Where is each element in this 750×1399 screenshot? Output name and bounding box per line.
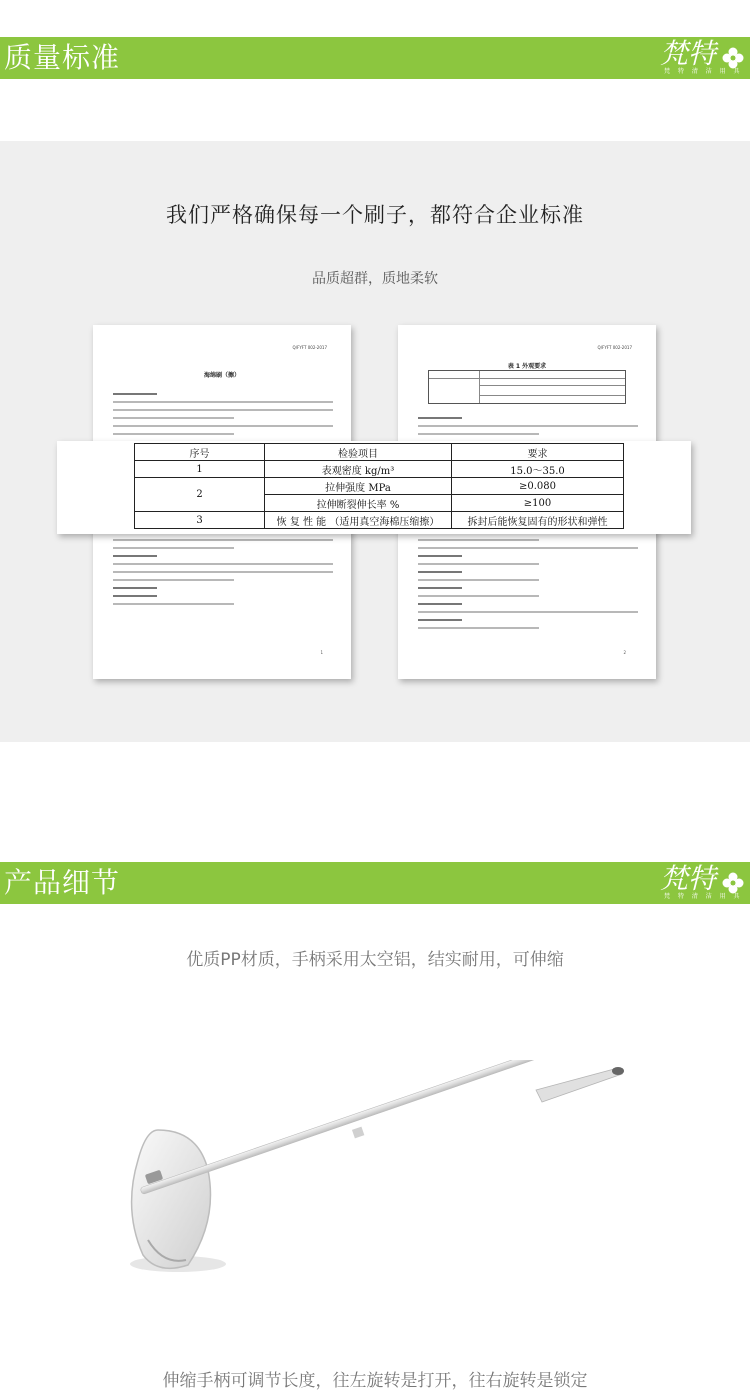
table-row bbox=[135, 512, 624, 529]
doc-text-block bbox=[418, 539, 638, 635]
cell-no: 2 bbox=[135, 478, 265, 512]
doc-text-block bbox=[113, 539, 333, 611]
cell-req: ≥0.080 bbox=[452, 478, 624, 495]
details-title: 产品细节 bbox=[4, 866, 121, 899]
doc-text-block bbox=[418, 417, 638, 441]
brand-logo bbox=[660, 862, 744, 904]
cell-req: ≥100 bbox=[452, 495, 624, 512]
cell-item: 拉伸断裂伸长率 % bbox=[265, 495, 452, 512]
table-row bbox=[135, 478, 624, 495]
quality-title: 质量标准 bbox=[4, 41, 121, 74]
col-header-item: 检验项目 bbox=[265, 444, 452, 461]
flower-logo-icon bbox=[722, 872, 744, 894]
quality-banner bbox=[0, 37, 750, 79]
doc-title: 海绵刷（擦） bbox=[203, 372, 240, 379]
brand-name: 梵特 bbox=[660, 862, 717, 895]
col-header-req: 要求 bbox=[452, 444, 624, 461]
handle-description: 伸缩手柄可调节长度，往左旋转是打开，往右旋转是锁定 bbox=[162, 1371, 588, 1391]
table-row bbox=[135, 461, 624, 478]
doc-code: Q/FYFT 002-2017 bbox=[292, 345, 327, 350]
quality-headline: 我们严格确保每一个刷子，都符合企业标准 bbox=[166, 203, 584, 227]
doc-text-block bbox=[113, 393, 333, 441]
cell-item: 恢 复 性 能 （适用真空海棉压缩擦） bbox=[265, 512, 452, 529]
spec-table-strip bbox=[57, 441, 691, 534]
cell-item: 表观密度 kg/m³ bbox=[265, 461, 452, 478]
doc-mini-table bbox=[428, 370, 626, 404]
doc-table-title: 表 1 外观要求 bbox=[507, 363, 547, 370]
col-header-no: 序号 bbox=[135, 444, 265, 461]
material-description: 优质PP材质，手柄采用太空铝，结实耐用，可伸缩 bbox=[186, 950, 564, 970]
details-banner bbox=[0, 862, 750, 904]
flower-logo-icon bbox=[722, 47, 744, 69]
brand-name: 梵特 bbox=[660, 37, 717, 70]
doc-page-number: 1 bbox=[320, 650, 323, 655]
cell-no: 1 bbox=[135, 461, 265, 478]
cell-no: 3 bbox=[135, 512, 265, 529]
cell-item: 拉伸强度 MPa bbox=[265, 478, 452, 495]
sponge-mop-image bbox=[118, 1060, 638, 1300]
brand-tagline: 梵 特 清 洁 用 具 bbox=[664, 68, 743, 75]
quality-subline: 品质超群，质地柔软 bbox=[312, 271, 438, 287]
cell-req: 15.0～35.0 bbox=[452, 461, 624, 478]
brand-logo bbox=[660, 37, 744, 79]
doc-code: Q/FYFT 002-2017 bbox=[597, 345, 632, 350]
spec-table bbox=[134, 443, 624, 529]
cell-req: 拆封后能恢复固有的形状和弹性 bbox=[452, 512, 624, 529]
table-header-row bbox=[135, 444, 624, 461]
brand-tagline: 梵 特 清 洁 用 具 bbox=[664, 893, 743, 900]
doc-page-number: 2 bbox=[623, 650, 626, 655]
